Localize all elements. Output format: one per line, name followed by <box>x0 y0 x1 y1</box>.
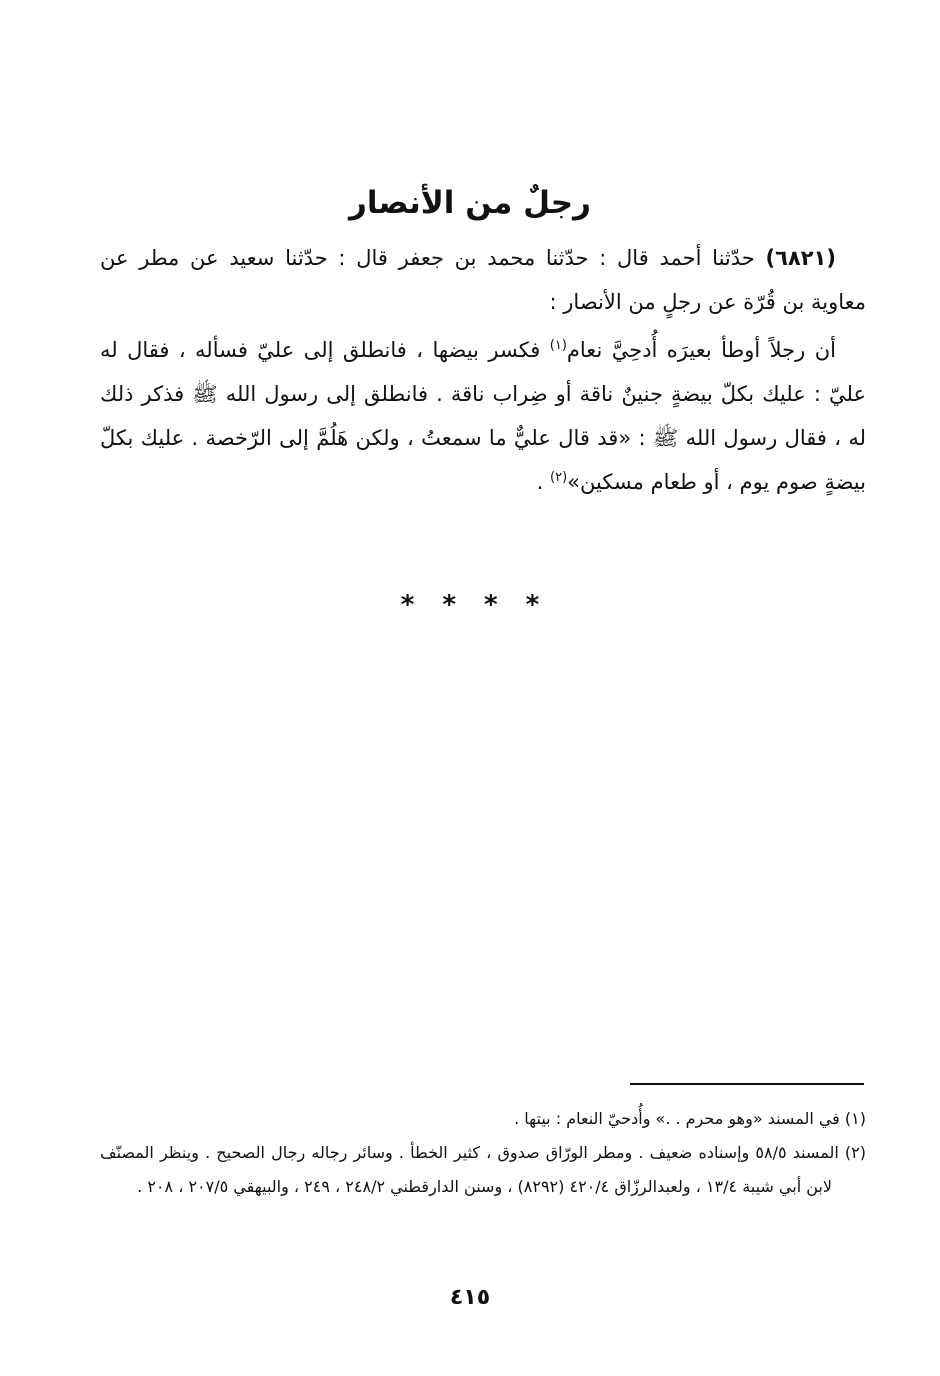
hadith-number: (٦٨٢١) <box>765 246 836 270</box>
footnote-ref-2[interactable]: (٢) <box>550 470 568 485</box>
footnote-2: (٢) المسند ٥٨/٥ وإسناده ضعيف . ومطر الورّاق صدوق ، كثير الخطأ . وسائر رجاله رجال الصحيح . وينظر المصنّف لابن أبي شيبة ١٣/٤ ، ولعبدالرزّاق ٤٢٠/٤ (٨٢٩٢) ، وسنن الدارقطني ٢٤٨/٢ ، ٢٤٩ ، والبيهقي ٢٠٧/٥ ، ٢٠٨ . <box>100 1143 866 1196</box>
hadith-text <box>100 236 866 504</box>
chapter-title: رجلٌ من الأنصار <box>349 184 591 221</box>
hadith-matn-paragraph <box>100 328 866 504</box>
separator-star: * <box>442 590 456 620</box>
separator-star: * <box>484 590 498 620</box>
footnote-divider <box>630 1083 864 1085</box>
footnote-ref-1[interactable]: (١) <box>549 338 567 353</box>
hadith-matn-part2: فكسر بيضها ، فانطلق إلى عليّ فسأله ، فقال له عليّ : عليك بكلّ بيضةٍ جنينٌ ناقة أو ضِراب ناقة . فانطلق إلى رسول الله ﷺ فذكر ذلك له ، فقال رسول الله ﷺ : «قد قال عليٌّ ما سمعتُ ، ولكن هَلُمَّ إلى الرّخصة . عليك بكلّ بيضةٍ صوم يوم ، أو طعام مسكين» <box>100 338 866 494</box>
hadith-matn-part1: أن رجلاً أوطأ بعيرَه أُدحِيَّ نعام <box>566 338 836 362</box>
hadith-matn-end: . <box>536 470 551 494</box>
separator-star: * <box>400 590 415 620</box>
section-separator <box>0 588 940 622</box>
hadith-isnad-paragraph <box>100 236 866 324</box>
footnotes <box>100 1102 866 1204</box>
separator-star: * <box>525 590 540 620</box>
hadith-isnad: حدّثنا أحمد قال : حدّثنا محمد بن جعفر قال : حدّثنا سعيد عن مطر عن معاوية بن قُرّة عن رجلٍ من الأنصار : <box>100 246 866 314</box>
footnote-1: (١) في المسند «وهو محرم . .» وأُدحيّ النعام : بيتها . <box>514 1109 866 1128</box>
page-number: ٤١٥ <box>449 1285 491 1310</box>
